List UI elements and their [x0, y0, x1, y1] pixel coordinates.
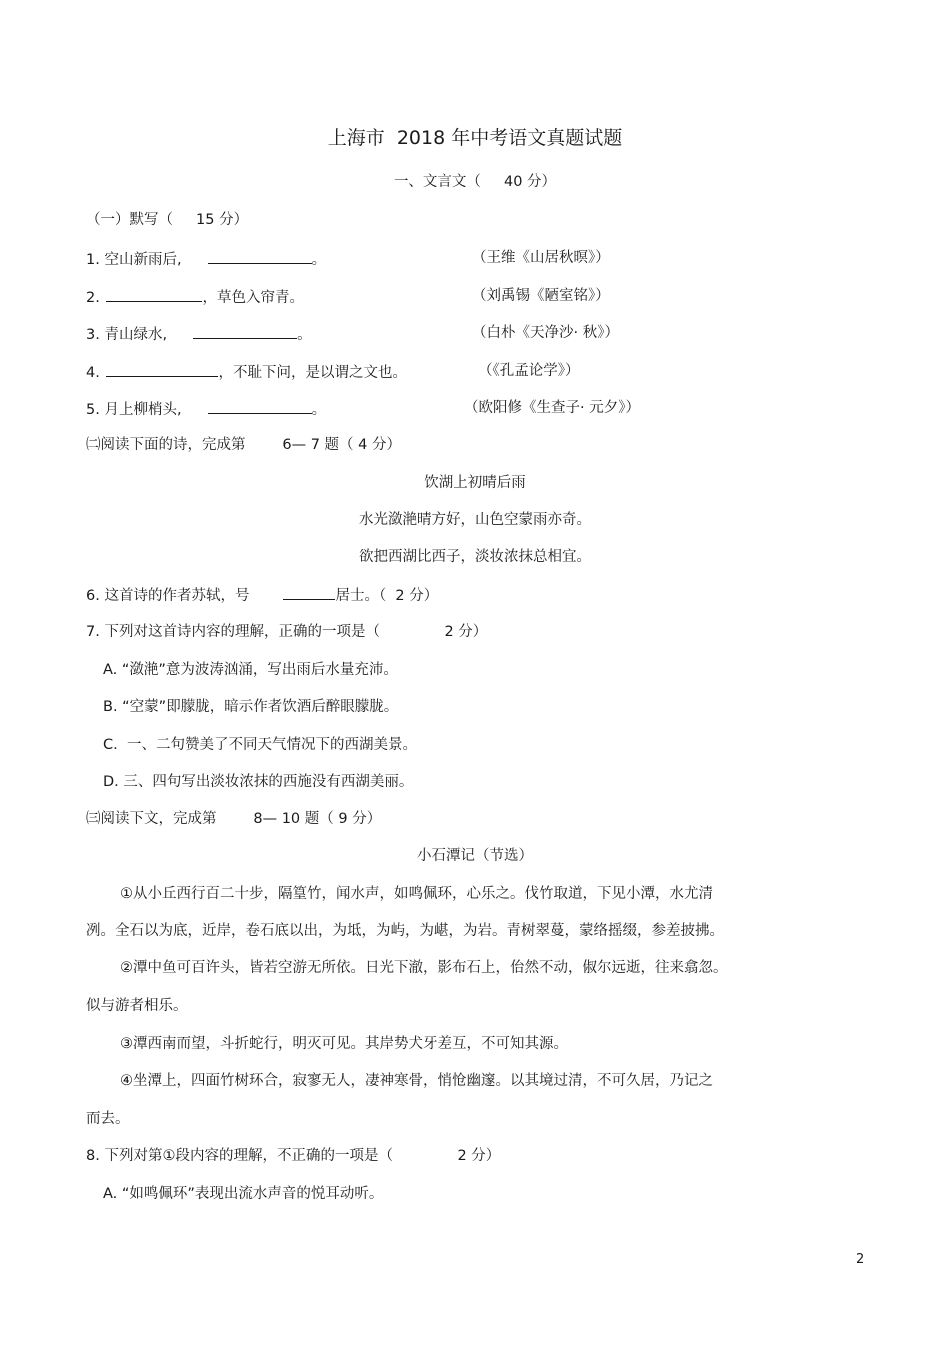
- poem-line-1: 水光潋滟晴方好，山色空蒙雨亦奇。: [359, 512, 591, 528]
- question-5-tail: 。: [311, 402, 327, 418]
- question-6-tail: 居士。（ 2 分）: [335, 588, 439, 604]
- question-7-option-a: A. “潋滟”意为波涛汹涌，写出雨后水量充沛。: [103, 662, 398, 678]
- answer-blank: [208, 398, 312, 414]
- question-8-option-a: A. “如鸣佩环”表现出流水声音的悦耳动听。: [103, 1186, 384, 1202]
- question-6-text: 6. 这首诗的作者苏轼，号: [86, 588, 250, 604]
- page-number: 2: [856, 1252, 865, 1267]
- question-3-source: （白朴《天净沙· 秋》）: [472, 325, 619, 341]
- question-7-option-d: D. 三、四句写出淡妆浓抹的西施没有西湖美丽。: [103, 774, 414, 790]
- passage-paragraph-1-cont: 冽。全石以为底，近岸，卷石底以出，为坻，为屿，为嵁，为岩。青树翠蔓，蒙络摇缀，参差披拂。: [86, 923, 724, 939]
- question-4: [86, 361, 407, 383]
- answer-blank: [193, 323, 297, 339]
- question-3: [86, 323, 312, 345]
- part-heading-3: ㈢阅读下文，完成第 8— 10 题（ 9 分）: [86, 811, 382, 827]
- question-6: [86, 584, 438, 606]
- question-5: [86, 398, 326, 420]
- question-2-source: （刘禹锡《陋室铭》）: [472, 288, 610, 304]
- question-4-source: （《孔孟论学》）: [478, 363, 580, 379]
- question-1-source: （王维《山居秋暝》）: [472, 250, 610, 266]
- question-5-source: （欧阳修《生查子· 元夕》）: [464, 400, 640, 416]
- question-7-option-b: B. “空蒙”即朦胧，暗示作者饮酒后醉眼朦胧。: [103, 699, 399, 715]
- question-8-stem: 8. 下列对第①段内容的理解，不正确的一项是（ 2 分）: [86, 1148, 501, 1164]
- part-heading-1: （一）默写（ 15 分）: [86, 212, 249, 228]
- question-7-option-c: C. 一、二句赞美了不同天气情况下的西湖美景。: [103, 737, 417, 753]
- section-heading: 一、文言文（ 40 分）: [393, 174, 557, 190]
- poem-title: 饮湖上初晴后雨: [424, 475, 526, 491]
- question-1: [86, 248, 326, 270]
- question-5-text: 5. 月上柳梢头,: [86, 402, 182, 418]
- question-4-text: 4.: [86, 365, 105, 381]
- passage-paragraph-4-cont: 而去。: [86, 1111, 130, 1127]
- answer-blank: [283, 584, 335, 600]
- question-3-tail: 。: [297, 327, 312, 343]
- document-title: 上海市 2018 年中考语文真题试题: [327, 127, 623, 149]
- question-7-stem: 7. 下列对这首诗内容的理解，正确的一项是（ 2 分）: [86, 624, 488, 640]
- passage-paragraph-2-cont: 似与游者相乐。: [86, 998, 188, 1014]
- question-2: [86, 286, 304, 308]
- question-4-tail: ，不耻下问，是以谓之文也。: [218, 365, 407, 381]
- question-1-text: 1. 空山新雨后,: [86, 252, 182, 268]
- passage-paragraph-2: ②潭中鱼可百许头，皆若空游无所依。日光下澈，影布石上，佁然不动，俶尔远逝，往来翕忽。: [120, 960, 728, 976]
- passage-paragraph-1: ①从小丘西行百二十步，隔篁竹，闻水声，如鸣佩环，心乐之。伐竹取道，下见小潭，水尤清: [120, 886, 713, 902]
- question-3-text: 3. 青山绿水,: [86, 327, 168, 343]
- passage-paragraph-4: ④坐潭上，四面竹树环合，寂寥无人，凄神寒骨，悄怆幽邃。以其境过清，不可久居，乃记之: [120, 1073, 713, 1089]
- question-2-tail: ，草色入帘青。: [202, 290, 304, 306]
- poem-line-2: 欲把西湖比西子，淡妆浓抹总相宜。: [359, 549, 591, 565]
- passage-title: 小石潭记（节选）: [417, 848, 533, 864]
- question-1-tail: 。: [311, 252, 327, 268]
- question-2-text: 2.: [86, 290, 105, 306]
- passage-paragraph-3: ③潭西南而望，斗折蛇行，明灭可见。其岸势犬牙差互，不可知其源。: [120, 1036, 568, 1052]
- part-heading-2: ㈡阅读下面的诗，完成第 6— 7 题（ 4 分）: [86, 437, 401, 453]
- answer-blank: [106, 286, 202, 302]
- answer-blank: [208, 248, 312, 264]
- answer-blank: [106, 361, 218, 377]
